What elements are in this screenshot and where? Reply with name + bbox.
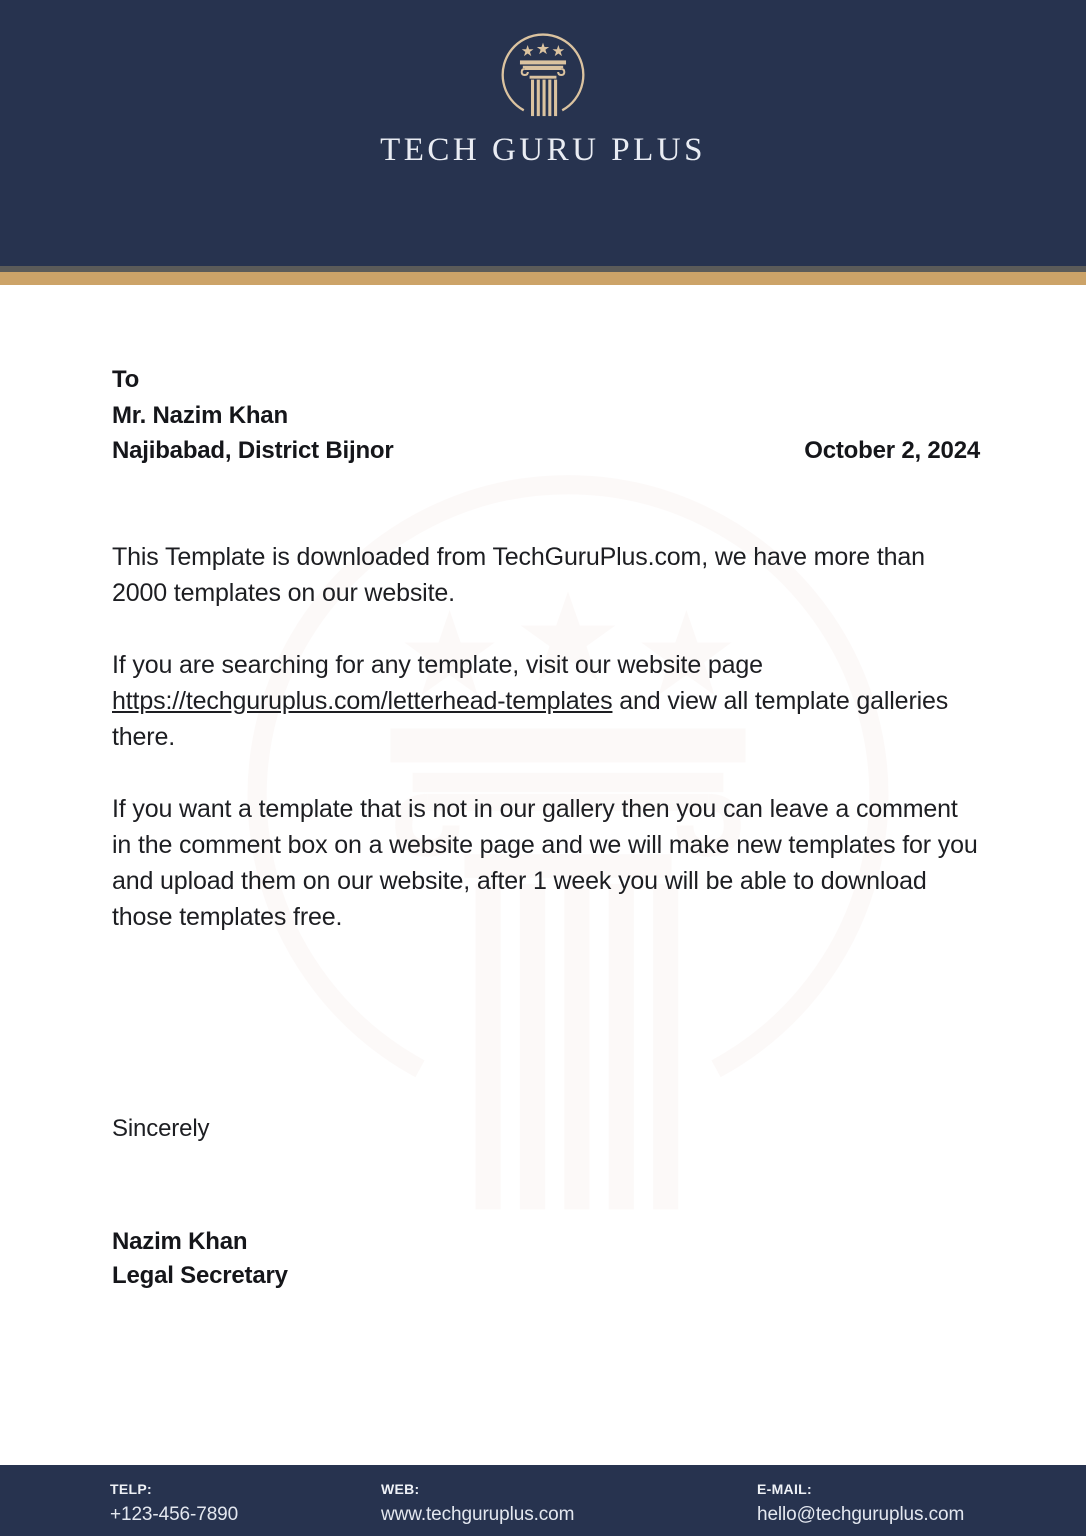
brand-name: TECH GURU PLUS [380, 132, 706, 168]
paragraph-3: If you want a template that is not in our gallery then you can leave a comment in the comment box on a website page and we will make new templates for you and upload them on our website, after 1 week you will be able to download those templates free. [112, 794, 978, 931]
footer-telephone [110, 1481, 238, 1526]
paragraph-2-text-before: If you are searching for any template, visit our website page [112, 650, 763, 679]
letterhead-footer [0, 1465, 1086, 1536]
footer-web-value[interactable]: www.techguruplus.com [381, 1504, 575, 1525]
paragraph-2-text-after: and view all template galleries there. [112, 686, 949, 751]
paragraph-1: This Template is downloaded from TechGuruPlus.com, we have more than 2000 templates on our website. [112, 542, 925, 607]
footer-email-label: E-MAIL: [757, 1481, 812, 1497]
letter-body [112, 362, 980, 1294]
footer-web-label: WEB: [381, 1481, 420, 1497]
letterhead-header [0, 0, 1086, 266]
signer-name: Nazim Khan [112, 1227, 248, 1255]
company-logo-icon [495, 22, 591, 118]
recipient-block [112, 362, 980, 469]
header-gold-stripe [0, 272, 1086, 285]
paragraph-2 [112, 647, 980, 755]
signer-title: Legal Secretary [112, 1262, 288, 1290]
footer-email-value[interactable]: hello@techguruplus.com [757, 1504, 965, 1525]
salutation: To [112, 366, 140, 393]
footer-email [757, 1481, 964, 1526]
footer-telephone-label: TELP: [110, 1481, 152, 1497]
letter-date: October 2, 2024 [804, 437, 980, 465]
website-link[interactable]: https://techguruplus.com/letterhead-templates [112, 686, 613, 715]
recipient-name: Mr. Nazim Khan [112, 401, 288, 429]
signature-block [112, 1225, 980, 1295]
footer-web [381, 1481, 574, 1526]
recipient-address: Najibabad, District Bijnor [112, 437, 394, 465]
footer-telephone-value: +123-456-7890 [110, 1504, 239, 1525]
closing-text: Sincerely [112, 1114, 210, 1142]
